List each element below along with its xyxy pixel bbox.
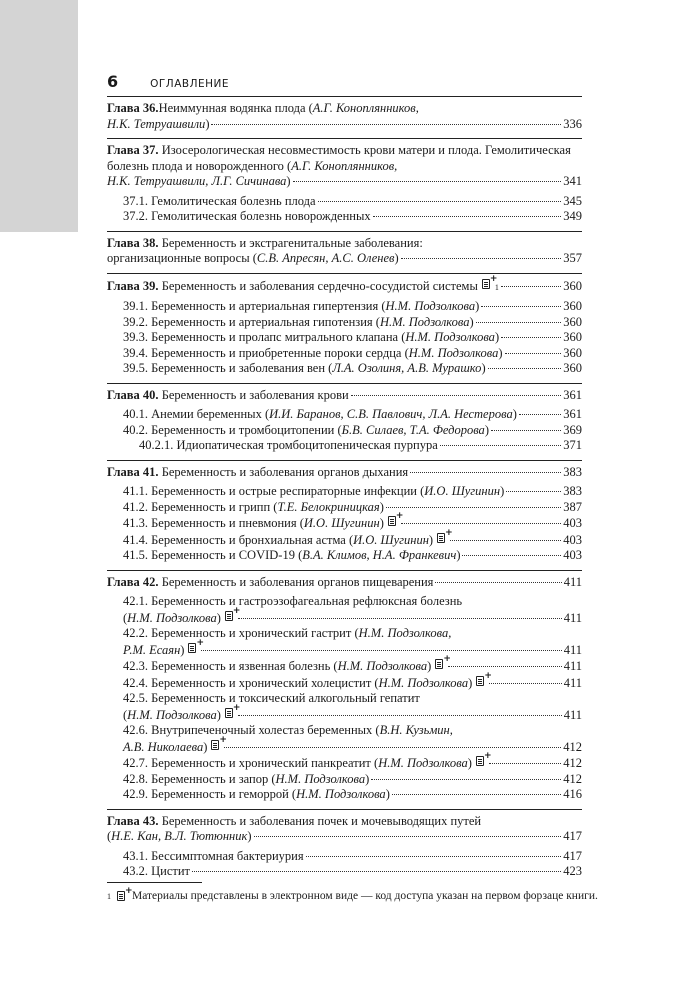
section-title: 39.3. Беременность и пролапс митрального клапана (: [123, 330, 406, 344]
section-list: [107, 299, 582, 377]
section-authors: Н.М. Подзолкова: [337, 659, 428, 673]
chapter-title: Беременность и заболевания сердечно-сосудистой системы: [161, 278, 478, 293]
chapter-title-line: [107, 575, 582, 591]
chapter-title: Беременность и заболевания крови: [161, 387, 349, 402]
section-title: 40.2.1. Идиопатическая тромбоцитопеническая пурпура: [139, 438, 438, 452]
chapter-authors: А.Г. Коноплянников,: [312, 101, 419, 115]
page-ref[interactable]: 411: [563, 707, 582, 722]
section-line: [107, 772, 582, 788]
chapter-entry: [107, 273, 582, 383]
section-authors: И.О. Шугинин: [353, 532, 429, 547]
section-line: [107, 484, 582, 500]
leader-dots: [293, 181, 562, 182]
section-title: ): [475, 299, 480, 313]
electronic-material-icon: +: [388, 515, 399, 527]
section-line: [107, 511, 582, 532]
section-line: [107, 330, 582, 346]
section-title: ): [484, 422, 489, 437]
section-line: [107, 194, 582, 210]
section-title: ): [500, 484, 505, 498]
section-title: 37.1. Гемолитическая болезнь плода: [123, 193, 316, 208]
section-authors: Р.М. Есаян: [123, 642, 181, 657]
electronic-material-icon: +: [117, 890, 128, 902]
section-authors: Н.М. Подзолкова: [296, 787, 386, 801]
section-list: [107, 484, 582, 564]
chapter-title: ): [205, 116, 210, 131]
leader-dots: [448, 666, 561, 667]
section-title: 42.4. Беременность и хронический холецистит (: [123, 675, 379, 690]
section-title: ): [512, 407, 517, 421]
section-authors: А.В. Николаева: [123, 739, 204, 754]
section-title: ): [498, 345, 503, 360]
chapter-title: Беременность и заболевания органов пищеварения: [161, 574, 434, 589]
page-header: [107, 72, 229, 91]
section-line: [107, 407, 582, 423]
section-title: 42.8. Беременность и запор (: [123, 771, 276, 786]
section-title: 42.7. Беременность и хронический панкреатит (: [123, 756, 379, 770]
page-ref[interactable]: 411: [563, 642, 582, 657]
section-authors: В.А. Климов, Н.А. Франкевич: [302, 548, 457, 562]
section-list: [107, 407, 582, 454]
section-authors: Т.Е. Белокриницкая: [277, 499, 380, 514]
page-ref[interactable]: 417: [563, 829, 582, 843]
page-ref[interactable]: 341: [563, 174, 582, 188]
leader-dots: [462, 555, 561, 556]
chapter-entry: [107, 231, 582, 273]
section-title: 42.2. Беременность и хронический гастрит (: [123, 626, 359, 640]
chapter-authors: Н.Е. Кан, В.Л. Тютюнник: [111, 829, 248, 843]
page-ref[interactable]: 423: [563, 864, 582, 878]
electronic-material-icon: +: [437, 532, 448, 544]
section-line: [107, 315, 582, 331]
chapter-title-line: [107, 273, 582, 296]
chapter-label: Глава 36.: [107, 101, 159, 115]
page-ref[interactable]: 361: [563, 387, 582, 402]
chapter-label: Глава 42.: [107, 574, 159, 589]
section-list: [107, 594, 582, 803]
chapter-title: ): [286, 174, 291, 188]
page-ref[interactable]: 360: [563, 278, 582, 293]
chapter-entry: [107, 383, 582, 460]
section-title: 43.1. Бессимптомная бактериурия: [123, 848, 304, 863]
chapter-entry: [107, 809, 582, 886]
leader-dots: [238, 715, 562, 716]
section-line: [107, 423, 582, 439]
section-title: ): [365, 771, 370, 786]
section-line: [107, 751, 582, 772]
page-ref[interactable]: 361: [563, 407, 582, 421]
section-line: [107, 548, 582, 564]
leader-dots: [506, 491, 561, 492]
section-title: ): [428, 532, 434, 547]
section-line: [107, 299, 582, 315]
page-ref[interactable]: 360: [563, 314, 582, 329]
section-line: [107, 734, 582, 756]
page-ref[interactable]: 417: [563, 848, 582, 863]
section-authors: Б.В. Силаев, Т.А. Федорова: [341, 422, 485, 437]
chapter-title-block: [107, 143, 582, 174]
page-edge-tab: [0, 0, 78, 232]
chapter-title: (: [107, 829, 112, 843]
section-line: [107, 438, 582, 454]
page-ref[interactable]: 387: [563, 499, 582, 514]
section-line: [107, 654, 582, 675]
page-ref[interactable]: 360: [563, 330, 582, 344]
chapter-title: Неиммунная водянка плода (: [158, 101, 313, 115]
leader-dots: [491, 430, 561, 431]
chapter-title-line: [107, 829, 582, 845]
leader-dots: [501, 286, 561, 287]
leader-dots: [392, 794, 561, 795]
section-authors: Н.М. Подзолкова: [385, 299, 476, 313]
section-title: 42.5. Беременность и токсический алкогольный гепатит: [123, 691, 420, 705]
section-title: ): [216, 707, 221, 722]
section-authors: И.О. Шугинин: [424, 484, 501, 498]
page-ref[interactable]: 416: [563, 787, 582, 801]
section-title: ): [379, 499, 384, 514]
leader-dots: [386, 507, 561, 508]
chapter-label: Глава 43.: [107, 813, 159, 828]
section-title: 37.2. Гемолитическая болезнь новорожденных: [123, 209, 371, 223]
section-title: 39.4. Беременность и приобретенные пороки сердца (: [123, 345, 409, 360]
section-line: [107, 605, 582, 627]
page-ref[interactable]: 411: [563, 659, 582, 673]
chapter-title-line: [107, 117, 582, 133]
leader-dots: [440, 445, 561, 446]
electronic-material-icon: +: [211, 739, 222, 751]
chapter-label: Глава 39.: [107, 278, 159, 293]
section-authors: Н.М. Подзолкова: [378, 675, 469, 690]
page-ref[interactable]: 383: [563, 464, 582, 479]
section-line: [107, 691, 582, 707]
chapter-title-block: [107, 814, 582, 830]
electronic-material-icon: +: [476, 675, 487, 687]
table-of-contents: [107, 96, 582, 886]
page-ref[interactable]: 371: [563, 438, 582, 452]
page-ref[interactable]: 403: [563, 548, 582, 562]
section-title: 41.2. Беременность и грипп (: [123, 499, 278, 514]
page-ref[interactable]: 336: [563, 116, 582, 131]
page-ref[interactable]: 412: [563, 739, 582, 754]
page-ref[interactable]: 411: [563, 610, 582, 625]
section-line: [107, 500, 582, 516]
footnote-ref: 1: [494, 282, 499, 292]
section-line: [107, 361, 582, 377]
leader-dots: [519, 414, 561, 415]
section-title: 39.2. Беременность и артериальная гипотензия (: [123, 314, 380, 329]
electronic-material-icon: +: [476, 755, 487, 767]
section-authors: Н.М. Подзолкова: [127, 707, 217, 722]
electronic-material-icon: +: [435, 658, 446, 670]
page-ref[interactable]: 403: [563, 516, 582, 530]
section-authors: В.Н. Кузьмин,: [379, 723, 453, 737]
leader-dots: [373, 216, 562, 217]
section-authors: Н.М. Подзолкова: [379, 314, 470, 329]
leader-dots: [318, 201, 562, 202]
section-title: 41.4. Беременность и бронхиальная астма (: [123, 532, 354, 547]
section-line: [107, 702, 582, 724]
section-title: 40.1. Анемии беременных (: [123, 407, 270, 421]
page-ref[interactable]: 412: [563, 771, 582, 786]
leader-dots: [351, 395, 562, 396]
chapter-label: Глава 37.: [107, 143, 159, 157]
section-authors: Н.М. Подзолкова,: [358, 626, 452, 640]
leader-dots: [489, 683, 561, 684]
section-authors: Н.М. Подзолкова: [275, 771, 366, 786]
section-title: ): [385, 787, 390, 801]
section-authors: И.О. Шугинин: [303, 516, 380, 530]
footnote-rule: [107, 882, 202, 883]
section-title: 41.1. Беременность и острые респираторные инфекции (: [123, 484, 425, 498]
section-title: ): [427, 659, 432, 673]
chapter-title-line: [107, 388, 582, 404]
leader-dots: [435, 582, 561, 583]
footnote-number: 1: [107, 891, 111, 901]
section-line: [107, 209, 582, 225]
chapter-title-line: [107, 465, 582, 481]
running-title: ОГЛАВЛЕНИЕ: [150, 78, 230, 90]
chapter-title: Беременность и заболевания почек и мочевыводящих путей: [161, 813, 482, 828]
section-title: 39.5. Беременность и заболевания вен (: [123, 361, 333, 375]
section-title: ): [203, 739, 208, 754]
chapter-authors: Н.К. Тетруашвили: [107, 116, 206, 131]
footnote: [107, 886, 598, 902]
leader-dots: [371, 779, 561, 780]
chapter-entry: [107, 570, 582, 809]
page-ref[interactable]: 383: [563, 484, 582, 498]
chapter-title-block: [107, 236, 582, 252]
section-list: [107, 194, 582, 225]
section-line: [107, 849, 582, 865]
chapter-label: Глава 40.: [107, 387, 159, 402]
page-number: 6: [107, 72, 119, 91]
chapter-authors: Н.К. Тетруашвили, Л.Г. Сичинава: [107, 174, 287, 188]
page-ref[interactable]: 360: [563, 345, 582, 360]
page-ref[interactable]: 411: [563, 574, 582, 589]
page-ref[interactable]: 403: [563, 532, 582, 547]
leader-dots: [481, 306, 561, 307]
page-ref[interactable]: 345: [563, 193, 582, 208]
chapter-entry: [107, 96, 582, 138]
chapter-title: ): [394, 251, 399, 265]
leader-dots: [306, 856, 562, 857]
electronic-material-icon: +: [225, 707, 236, 719]
page-ref[interactable]: 357: [563, 251, 582, 265]
chapter-title-line: [107, 251, 582, 267]
section-line: [107, 864, 582, 880]
section-title: ): [180, 642, 185, 657]
leader-dots: [224, 747, 561, 748]
page-ref[interactable]: 349: [563, 209, 582, 223]
leader-dots: [410, 472, 561, 473]
electronic-material-icon: +: [225, 610, 236, 622]
section-title: 42.3. Беременность и язвенная болезнь (: [123, 659, 338, 673]
section-authors: Н.М. Подзолкова: [405, 330, 495, 344]
page-ref[interactable]: 369: [563, 422, 582, 437]
electronic-material-icon: +: [482, 278, 493, 290]
electronic-material-icon: +: [188, 642, 199, 654]
footnote-text: Материалы представлены в электронном виде — код доступа указан на первом форзаце книги.: [132, 890, 598, 902]
section-authors: И.И. Баранов, С.В. Павлович, Л.А. Нестерова: [269, 407, 513, 421]
chapter-title-line: [107, 101, 582, 117]
section-title: 42.9. Беременность и геморрой (: [123, 787, 297, 801]
chapter-title: Беременность и экстрагенитальные заболевания:: [161, 235, 423, 250]
section-title: ): [481, 361, 486, 375]
chapter-entry: [107, 460, 582, 570]
section-title: ): [494, 330, 500, 344]
leader-dots: [254, 836, 562, 837]
section-authors: Н.М. Подзолкова: [127, 610, 217, 625]
leader-dots: [401, 258, 562, 259]
section-line: [107, 670, 582, 692]
section-title: 42.1. Беременность и гастроэзофагеальная рефлюксная болезнь: [123, 594, 463, 608]
page-ref[interactable]: 360: [563, 361, 582, 375]
section-title: 39.1. Беременность и артериальная гипертензия (: [123, 299, 386, 313]
section-title: ): [468, 675, 473, 690]
chapter-label: Глава 41.: [107, 464, 159, 479]
leader-dots: [450, 540, 561, 541]
section-line: [107, 527, 582, 549]
chapter-entry: [107, 138, 582, 231]
section-line: [107, 626, 582, 642]
chapter-title: Изосерологическая несовместимость крови матери и плода. Гемолитическая болезнь плода и новорожденного (: [107, 143, 571, 173]
section-title: ): [467, 756, 472, 770]
section-authors: Л.А. Озолиня, А.В. Мурашко: [332, 361, 482, 375]
section-title: ): [469, 314, 474, 329]
section-title: 43.2. Цистит: [123, 864, 191, 878]
chapter-authors: С.В. Апресян, А.С. Оленев: [256, 251, 395, 265]
section-title: 40.2. Беременность и тромбоцитопении (: [123, 422, 342, 437]
chapter-title: ): [247, 829, 252, 843]
section-line: [107, 594, 582, 610]
section-title: 41.5. Беременность и COVID-19 (: [123, 548, 303, 562]
section-title: (: [123, 610, 128, 625]
leader-dots: [505, 353, 562, 354]
leader-dots: [192, 871, 561, 872]
leader-dots: [501, 337, 561, 338]
leader-dots: [476, 322, 562, 323]
section-title: (: [123, 707, 128, 722]
chapter-title: Беременность и заболевания органов дыхания: [161, 464, 409, 479]
leader-dots: [489, 763, 561, 764]
page-ref[interactable]: 360: [563, 299, 582, 313]
section-line: [107, 346, 582, 362]
chapter-authors: А.Г. Коноплянников,: [291, 158, 398, 173]
chapter-title: организационные вопросы (: [107, 251, 257, 265]
section-line: [107, 787, 582, 803]
chapter-label: Глава 38.: [107, 235, 159, 250]
leader-dots: [401, 523, 561, 524]
leader-dots: [211, 124, 561, 125]
leader-dots: [201, 650, 561, 651]
section-title: ): [456, 548, 461, 562]
section-title: ): [216, 610, 221, 625]
section-authors: Н.М. Подзолкова: [408, 345, 499, 360]
section-list: [107, 849, 582, 880]
leader-dots: [238, 618, 562, 619]
section-line: [107, 723, 582, 739]
page-ref[interactable]: 412: [563, 756, 582, 770]
chapter-title-line: [107, 174, 582, 190]
section-title: 42.6. Внутрипеченочный холестаз беременных (: [123, 723, 380, 737]
page-ref[interactable]: 411: [563, 675, 582, 690]
section-authors: Н.М. Подзолкова: [378, 756, 468, 770]
section-title: 41.3. Беременность и пневмония (: [123, 516, 304, 530]
section-title: ): [379, 516, 384, 530]
section-line: [107, 637, 582, 659]
leader-dots: [488, 368, 562, 369]
